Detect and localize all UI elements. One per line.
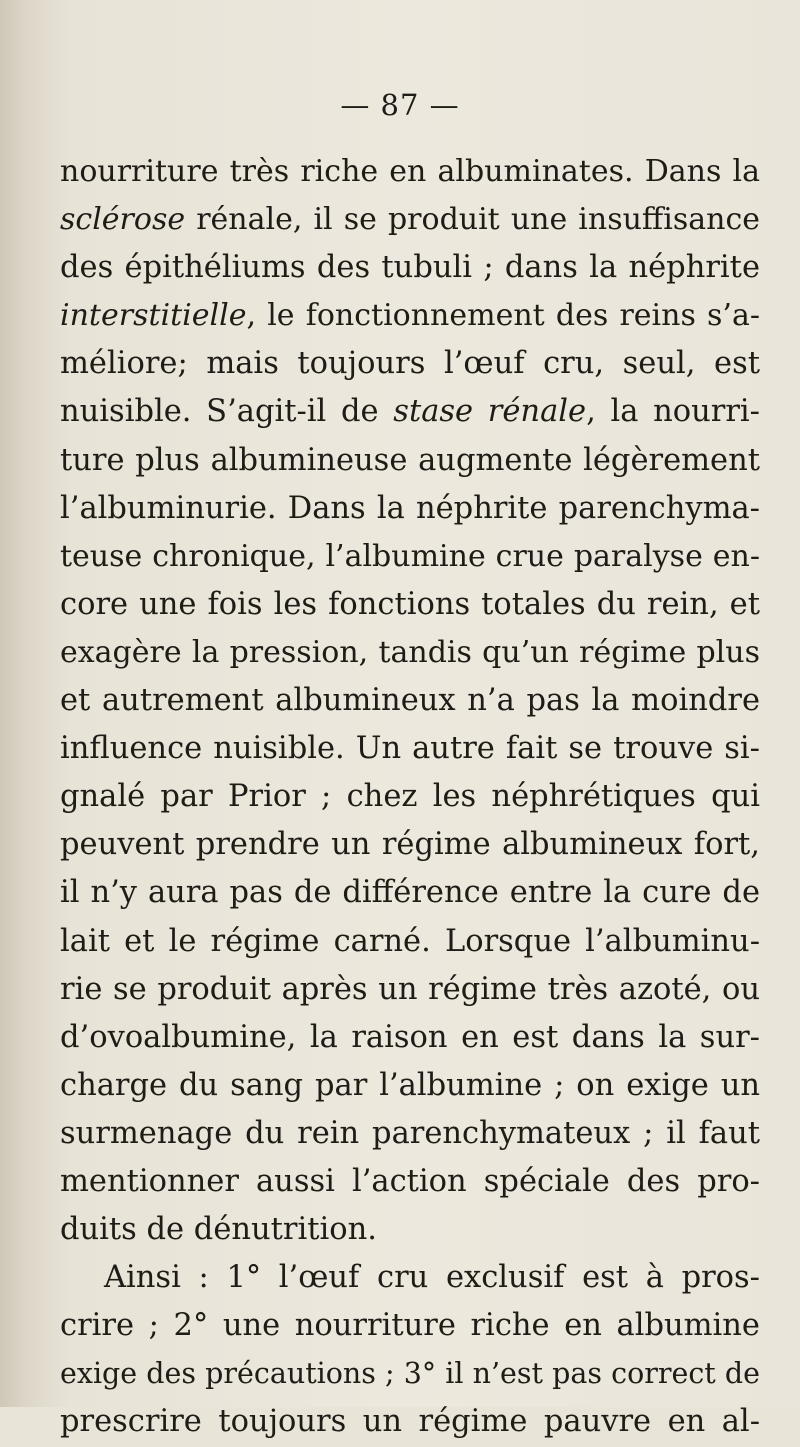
text-line: prescrire toujours un régime pauvre en al-: [60, 1404, 760, 1440]
line-segment: , le fonctionnement des reins s’a-: [246, 298, 760, 334]
line-segment: nuisible. S’agit-il de: [60, 394, 394, 430]
text-line: ture plus albumineuse augmente légèrement: [60, 442, 760, 478]
text-line: lait et le régime carné. Lorsque l’albuminu-: [60, 923, 760, 959]
text-line: peuvent prendre un régime albumineux fort,: [60, 827, 760, 863]
page-number: — 87 —: [340, 88, 460, 122]
line-segment: rénale, il se produit une insuffisance: [185, 202, 760, 238]
text-line: l’albuminurie. Dans la néphrite parenchyma-: [60, 490, 760, 526]
italic-term: sclérose: [60, 202, 186, 238]
text-line: exagère la pression, tandis qu’un régime plus: [60, 634, 760, 670]
text-line: gnalé par Prior ; chez les néphrétiques qui: [60, 779, 760, 815]
text-line: [60, 292, 760, 340]
text-line: exige des précautions ; 3° il n’est pas correct de: [60, 1357, 760, 1391]
text-line: et autrement albumineux n’a pas la moindre: [60, 683, 760, 719]
text-line: mentionner aussi l’action spéciale des pro-: [60, 1163, 760, 1199]
text-line: charge du sang par l’albumine ; on exige un: [60, 1067, 760, 1103]
text-line: [60, 388, 760, 436]
text-line: crire ; 2° une nourriture riche en albumine: [60, 1308, 760, 1344]
text-line: surmenage du rein parenchymateux ; il faut: [60, 1115, 760, 1151]
italic-term: interstitielle: [60, 298, 247, 334]
text-line: rie se produit après un régime très azoté, ou: [60, 971, 760, 1007]
text-line: Ainsi : 1° l’œuf cru exclusif est à pros-: [104, 1260, 760, 1296]
body-text: [60, 148, 760, 1447]
italic-term: stase rénale: [393, 394, 587, 430]
text-line: duits de dénutrition.: [60, 1212, 377, 1248]
line-segment: , la nourri-: [586, 394, 760, 430]
text-line: influence nuisible. Un autre fait se trouve si-: [60, 731, 760, 767]
text-line: teuse chronique, l’albumine crue paralyse en-: [60, 538, 760, 574]
text-line: il n’y aura pas de différence entre la cure de: [60, 875, 760, 911]
text-line: méliore; mais toujours l’œuf cru, seul, est: [60, 346, 760, 382]
text-line: des épithéliums des tubuli ; dans la néphrite: [60, 250, 760, 286]
text-line: nourriture très riche en albuminates. Dans la: [60, 154, 760, 189]
text-line: d’ovoalbumine, la raison en est dans la sur-: [60, 1019, 760, 1055]
text-line: [60, 196, 760, 244]
text-line: core une fois les fonctions totales du rein, et: [60, 586, 760, 622]
